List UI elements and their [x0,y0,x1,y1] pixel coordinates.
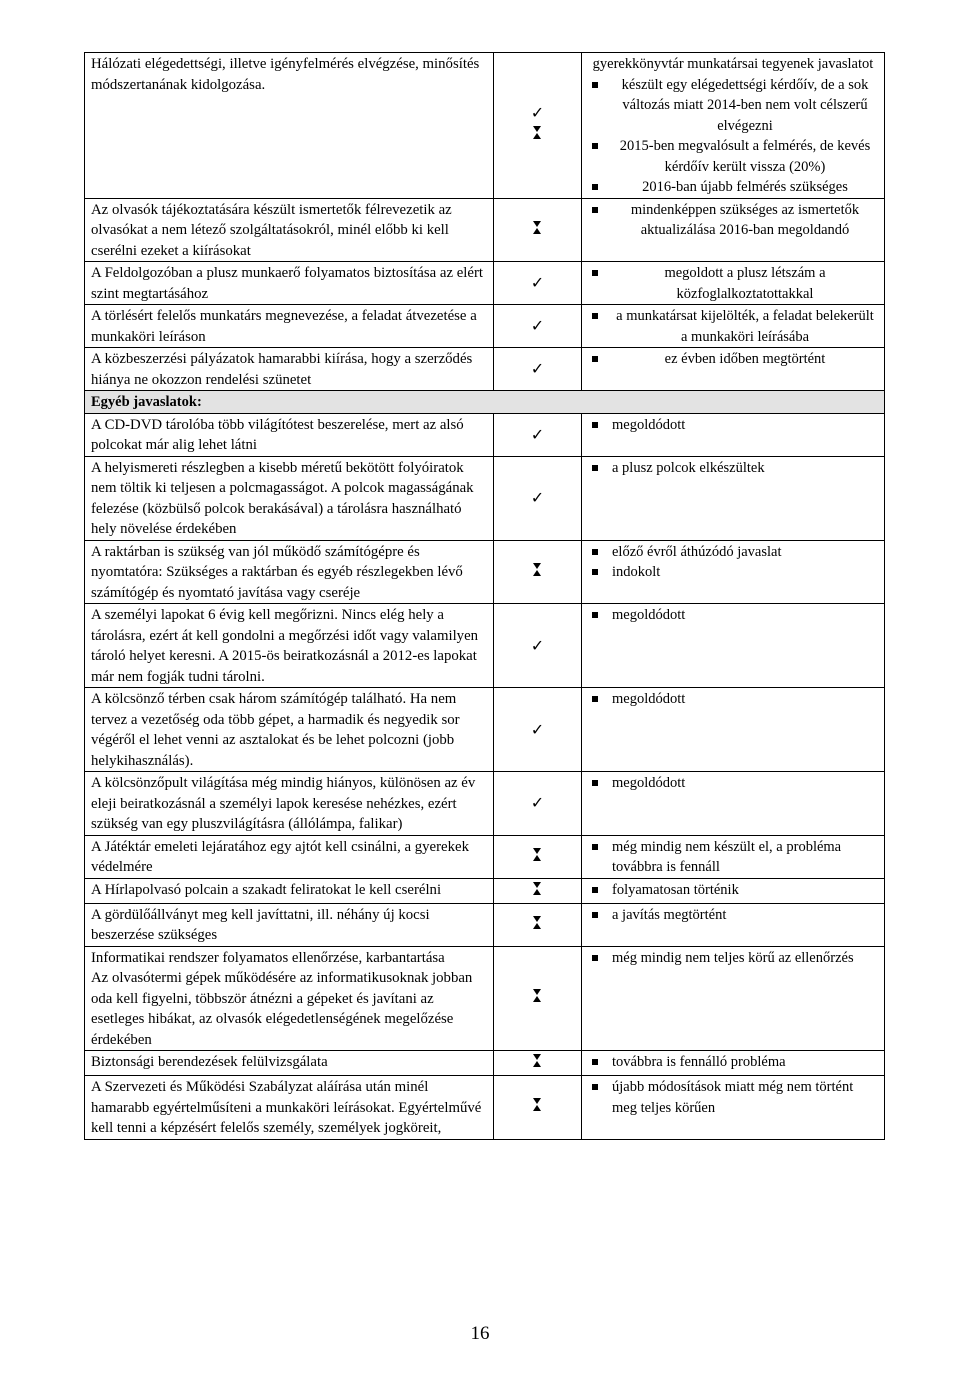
note-item: újabb módosítások miatt még nem történt meg teljes körűen [588,1077,878,1118]
note-item: a javítás megtörtént [588,905,878,926]
notes-cell [582,348,885,391]
task-paragraph: Informatikai rendszer folyamatos ellenőrzése, karbantartása [91,949,445,966]
note-item: még mindig nem készült el, a probléma továbbra is fennáll [588,837,878,878]
task-cell [85,946,494,1051]
note-item: folyamatosan történik [588,880,878,901]
status-cell [494,835,582,878]
check-mark-icon: ✓ [530,424,545,444]
status-cell [494,946,582,1051]
notes-cell [582,540,885,604]
task-cell: Hálózati elégedettségi, illetve igényfelmérés elvégzése, minősítés módszertanának kidolgozása. [85,53,494,199]
notes-list [588,1052,878,1073]
notes-cell [582,1051,885,1076]
hourglass-icon [533,563,542,576]
hourglass-icon [533,221,542,234]
status-cell [494,413,582,456]
task-cell: A közbeszerzési pályázatok hamarabbi kiírása, hogy a szerződés hiánya ne okozzon rendelési szünetet [85,348,494,391]
hourglass-icon [533,848,542,861]
notes-list [588,905,878,926]
task-cell: A CD-DVD tárolóba több világítótest beszerelése, mert az alsó polcokat már alig lehet látni [85,413,494,456]
notes-cell [582,903,885,946]
table-row [85,53,885,199]
status-cell [494,262,582,305]
status-cell [494,540,582,604]
notes-cell [582,456,885,540]
notes-cell [582,198,885,262]
check-mark-icon: ✓ [530,359,545,378]
notes-list [588,773,878,794]
table-row [85,540,885,604]
note-item: megoldódott [588,415,878,436]
task-paragraph: Az olvasótermi gépek működésére az informatikusoknak jobban oda kell figyelni, többször átnézni a gépeket és javítani az esetleges hibákat, az olvasók elégedetlenségének megelőzése érdekében [91,970,473,1048]
task-cell: A Hírlapolvasó polcain a szakadt feliratokat le kell cserélni [85,878,494,903]
note-item: 2016-ban újabb felmérés szükséges [588,177,878,198]
notes-list [588,880,878,901]
hourglass-icon [533,882,542,895]
notes-list [588,415,878,436]
status-cell [494,604,582,688]
notes-list [588,1077,878,1118]
task-cell: A Szervezeti és Működési Szabályzat aláírása után minél hamarabb egyértelműsíteni a munkaköri leírásokat. Egyértelművé kell tenni a képzésért felelős személy, személyek jogköreit, [85,1076,494,1140]
table-row [85,262,885,305]
table-row [85,835,885,878]
table-row [85,456,885,540]
notes-cell [582,262,885,305]
task-cell: A gördülőállványt meg kell javíttatni, ill. néhány új kocsi beszerzése szükséges [85,903,494,946]
hourglass-icon [533,126,542,139]
notes-list [588,458,878,479]
task-cell: A kölcsönző térben csak három számítógép található. Ha nem tervez a vezetőség oda több gépet, a harmadik és negyedik sor végéről el lehet venni az asztalokat és be lehet polcozni (jobb helykihasználás). [85,688,494,772]
status-table-body [85,53,885,1140]
status-cell [494,1076,582,1140]
table-row [85,772,885,836]
note-item: mindenképpen szükséges az ismertetők aktualizálása 2016-ban megoldandó [588,200,878,241]
section-heading: Egyéb javaslatok: [85,391,885,414]
check-mark-icon: ✓ [530,793,545,813]
hourglass-icon [533,916,542,929]
notes-list [588,948,878,969]
task-cell: A kölcsönzőpult világítása még mindig hiányos, különösen az év eleji beiratkozásnál a személyi lapok keresése nehézkes, ezért szükség van egy pluszvilágításra (állólámpa, falikar) [85,772,494,836]
table-row [85,413,885,456]
note-item: megoldódott [588,689,878,710]
note-item: készült egy elégedettségi kérdőív, de a sok változás miatt 2014-ben nem volt célszerű elvégezni [588,75,878,137]
status-cell [494,772,582,836]
table-row [85,1076,885,1140]
notes-list [588,349,878,370]
notes-cell [582,413,885,456]
notes-cell [582,835,885,878]
status-cell [494,1051,582,1076]
note-item: megoldott a plusz létszám a közfoglalkoztatottakkal [588,263,878,304]
note-item: továbbra is fennálló probléma [588,1052,878,1073]
hourglass-icon [533,1098,542,1111]
note-item: a plusz polcok elkészültek [588,458,878,479]
task-cell: A Játéktár emeleti lejáratához egy ajtót kell csinálni, a gyerekek védelmére [85,835,494,878]
check-mark-icon: ✓ [530,719,545,739]
note-item: még mindig nem teljes körű az ellenőrzés [588,948,878,969]
table-row [85,348,885,391]
notes-heading: gyerekkönyvtár munkatársai tegyenek javaslatot [592,56,874,72]
table-row [85,946,885,1051]
note-item: 2015-ben megvalósult a felmérés, de kevés kérdőív került vissza (20%) [588,136,878,177]
note-item: ez évben időben megtörtént [588,349,878,370]
task-cell: Biztonsági berendezések felülvizsgálata [85,1051,494,1076]
notes-cell [582,688,885,772]
hourglass-icon [533,989,542,1002]
status-cell [494,456,582,540]
check-mark-icon: ✓ [530,273,545,292]
notes-list [588,689,878,710]
notes-cell [582,53,885,199]
status-cell [494,198,582,262]
table-row [85,198,885,262]
hourglass-icon [533,1054,542,1067]
task-cell: A helyismereti részlegben a kisebb méretű bekötött folyóiratok nem töltik ki teljesen a polcmagasságot. A polcok magasságának felezése (közbülső polcok berakásával) a tárolásra használható hely növelése érdekében [85,456,494,540]
notes-list [588,837,878,878]
status-cell [494,688,582,772]
table-row [85,878,885,903]
note-item: megoldódott [588,773,878,794]
check-mark-icon: ✓ [530,316,545,335]
notes-list [588,200,878,241]
status-cell [494,878,582,903]
table-row [85,305,885,348]
notes-list [588,75,878,198]
notes-list [588,542,878,583]
note-item: megoldódott [588,605,878,626]
status-table [84,52,885,1140]
section-row [85,391,885,414]
notes-cell [582,1076,885,1140]
notes-list [588,605,878,626]
check-mark-icon: ✓ [530,635,545,655]
notes-cell [582,604,885,688]
notes-cell [582,772,885,836]
table-row [85,688,885,772]
status-cell [494,53,582,199]
notes-list [588,306,878,347]
check-mark-icon: ✓ [530,103,545,123]
task-cell: A Feldolgozóban a plusz munkaerő folyamatos biztosítása az elért szint megtartásához [85,262,494,305]
table-row [85,1051,885,1076]
task-cell: Az olvasók tájékoztatására készült ismertetők félrevezetik az olvasókat a nem létező szolgáltatásokról, minél előbb ki kell cserélni ezeket a kiírásokat [85,198,494,262]
table-row [85,903,885,946]
task-cell: A törlésért felelős munkatárs megnevezése, a feladat átvezetése a munkaköri leíráson [85,305,494,348]
note-item: indokolt [588,562,878,583]
table-row [85,604,885,688]
page-number: 16 [470,1323,490,1344]
notes-cell [582,946,885,1051]
status-cell [494,305,582,348]
status-cell [494,903,582,946]
note-item: a munkatársat kijelölték, a feladat belekerült a munkaköri leírásába [588,306,878,347]
notes-list [588,263,878,304]
task-cell: A raktárban is szükség van jól működő számítógépre és nyomtatóra: Szükséges a raktárban és egyéb részlegekben lévő számítógép és nyomtató javítása vagy cseréje [85,540,494,604]
check-mark-icon: ✓ [530,488,545,507]
notes-cell [582,878,885,903]
status-cell [494,348,582,391]
notes-cell [582,305,885,348]
note-item: előző évről áthúzódó javaslat [588,542,878,563]
task-cell: A személyi lapokat 6 évig kell megőrizni. Nincs elég hely a tárolásra, ezért át kell gondolni a megőrzési időt vagy valamilyen tároló helyet keresni. A 2015-ös beiratkozásnál a 2012-es lapokat már nem fogják tudni tárolni. [85,604,494,688]
